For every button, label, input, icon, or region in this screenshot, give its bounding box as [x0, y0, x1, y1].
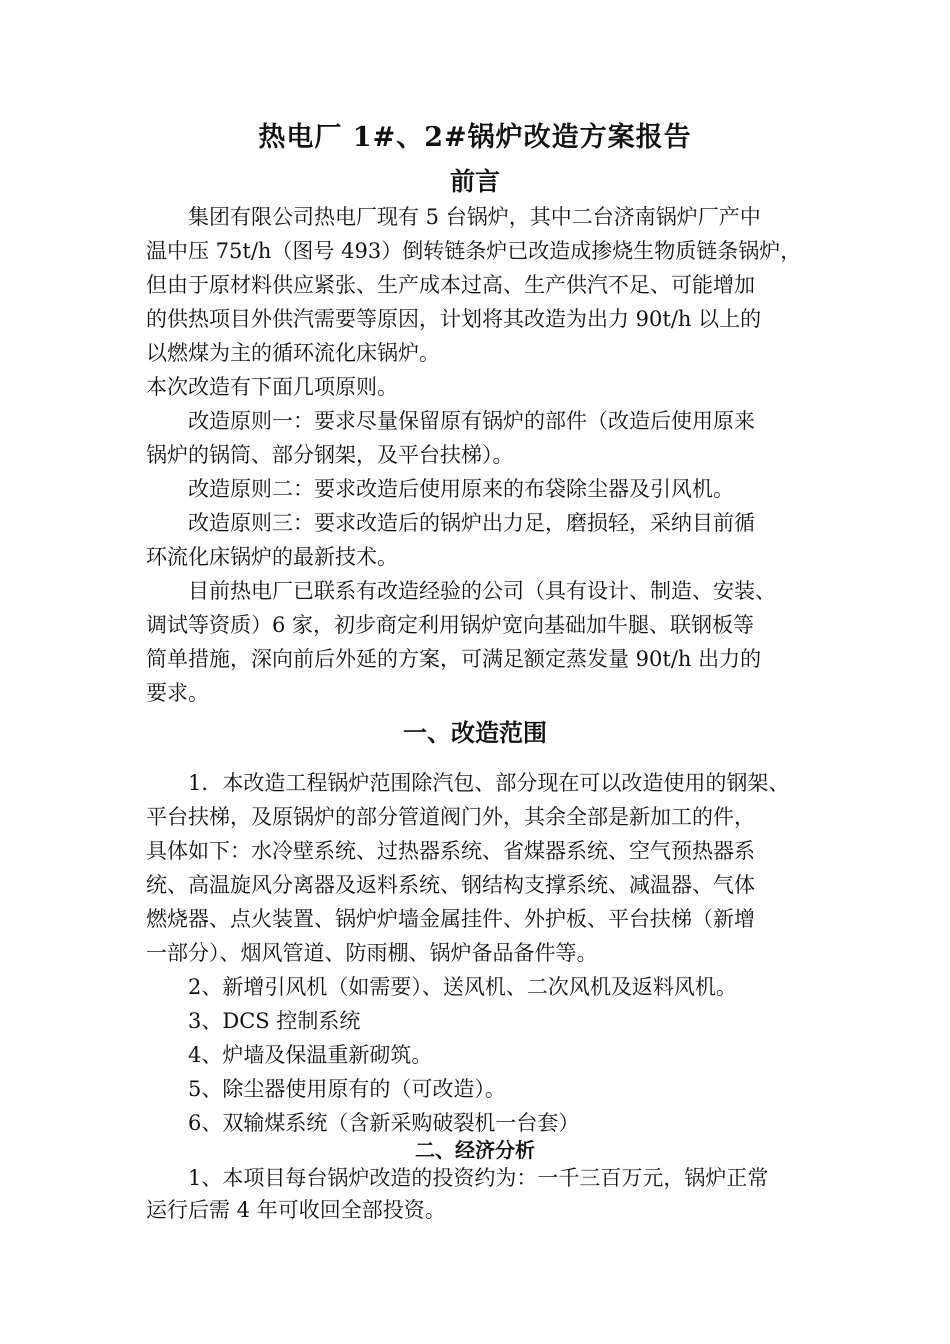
paragraph-line: 改造原则一：要求尽量保留原有锅炉的部件（改造后使用原来 [188, 409, 755, 433]
list-item: 5、除尘器使用原有的（可改造）。 [188, 1077, 506, 1101]
paragraph-line: 环流化床锅炉的最新技术。 [146, 545, 398, 569]
paragraph-line: 1．本改造工程锅炉范围除汽包、部分现在可以改造使用的钢架、 [188, 771, 790, 795]
paragraph-line: 调试等资质）6 家，初步商定利用锅炉宽向基础加牛腿、联钢板等 [146, 613, 755, 637]
paragraph-line: 改造原则二：要求改造后使用原来的布袋除尘器及引风机。 [188, 477, 734, 501]
section-1-heading: 一、改造范围 [403, 718, 547, 747]
list-item: 6、双输煤系统（含新采购破裂机一台套） [188, 1111, 580, 1135]
preface-heading: 前言 [449, 167, 500, 196]
paragraph-line: 1、本项目每台锅炉改造的投资约为：一千三百万元，锅炉正常 [188, 1166, 769, 1190]
document-title: 热电厂 1#、2#锅炉改造方案报告 [258, 122, 692, 153]
paragraph-line: 但由于原材料供应紧张、生产成本过高、生产供汽不足、可能增加 [146, 273, 755, 297]
paragraph-line: 温中压 75t/h（图号 493）倒转链条炉已改造成掺烧生物质链条锅炉， [146, 239, 802, 263]
list-item: 2、新增引风机（如需要）、送风机、二次风机及返料风机。 [188, 975, 737, 999]
paragraph-line: 锅炉的锅筒、部分钢架，及平台扶梯）。 [146, 443, 514, 467]
paragraph-line: 燃烧器、点火装置、锅炉炉墙金属挂件、外护板、平台扶梯（新增 [146, 907, 755, 931]
list-item: 4、炉墙及保温重新砌筑。 [188, 1043, 433, 1067]
paragraph-line: 平台扶梯，及原锅炉的部分管道阀门外，其余全部是新加工的件， [146, 805, 755, 829]
paragraph-line: 统、高温旋风分离器及返料系统、钢结构支撑系统、减温器、气体 [146, 873, 755, 897]
paragraph-line: 的供热项目外供汽需要等原因，计划将其改造为出力 90t/h 以上的 [146, 307, 762, 331]
paragraph-line: 改造原则三：要求改造后的锅炉出力足，磨损轻，采纳目前循 [188, 511, 755, 535]
paragraph-line: 一部分）、烟风管道、防雨棚、锅炉备品备件等。 [146, 941, 598, 965]
paragraph-line: 要求。 [146, 681, 209, 705]
paragraph-line: 集团有限公司热电厂现有 5 台锅炉，其中二台济南锅炉厂产中 [188, 205, 761, 229]
paragraph-line: 简单措施，深向前后外延的方案，可满足额定蒸发量 90t/h 出力的 [146, 647, 762, 671]
paragraph-line: 具体如下：水冷壁系统、过热器系统、省煤器系统、空气预热器系 [146, 839, 755, 863]
paragraph-line: 运行后需 4 年可收回全部投资。 [146, 1198, 446, 1222]
paragraph-line: 本次改造有下面几项原则。 [146, 375, 398, 399]
list-item: 3、DCS 控制系统 [188, 1009, 361, 1033]
paragraph-line: 目前热电厂已联系有改造经验的公司（具有设计、制造、安装、 [188, 579, 776, 603]
paragraph-line: 以燃煤为主的循环流化床锅炉。 [146, 341, 440, 365]
section-2-heading: 二、经济分析 [415, 1138, 535, 1162]
